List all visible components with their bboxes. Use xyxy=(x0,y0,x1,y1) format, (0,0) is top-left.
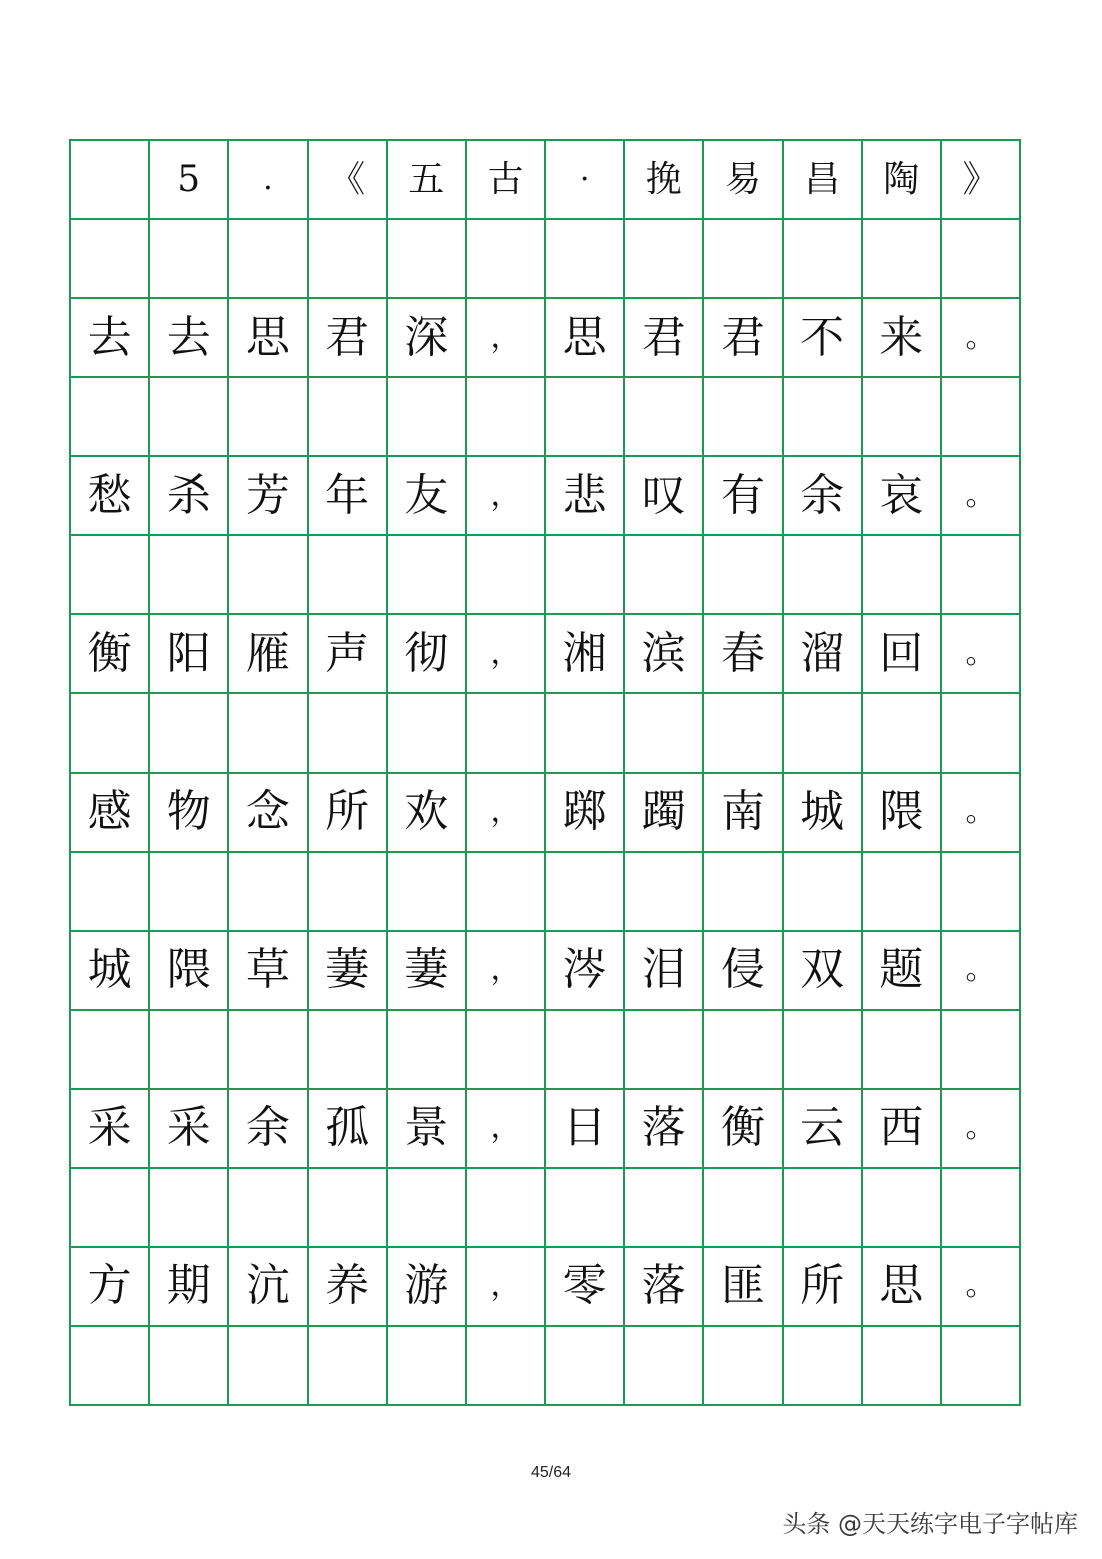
practice-row-empty xyxy=(71,1327,1021,1406)
grid-cell xyxy=(467,220,546,299)
grid-cell: 踯 xyxy=(546,774,625,853)
grid-cell: 所 xyxy=(784,1248,863,1327)
grid-cell: 衡 xyxy=(704,1090,783,1169)
grid-cell: 回 xyxy=(863,615,942,694)
grid-cell xyxy=(229,1169,308,1248)
grid-cell xyxy=(309,694,388,773)
grid-cell: 滨 xyxy=(625,615,704,694)
grid-cell: 躅 xyxy=(625,774,704,853)
grid-cell xyxy=(863,536,942,615)
grid-cell xyxy=(71,220,150,299)
grid-cell xyxy=(150,378,229,457)
grid-cell: 期 xyxy=(150,1248,229,1327)
grid-cell: 昌 xyxy=(784,141,863,220)
grid-cell xyxy=(704,536,783,615)
grid-cell xyxy=(546,1169,625,1248)
grid-cell: 阳 xyxy=(150,615,229,694)
practice-row-empty xyxy=(71,220,1021,299)
grid-cell xyxy=(704,220,783,299)
grid-cell: 》 xyxy=(942,141,1021,220)
grid-cell: 不 xyxy=(784,299,863,378)
grid-cell: 杀 xyxy=(150,457,229,536)
grid-cell: 5 xyxy=(150,141,229,220)
grid-cell: 悲 xyxy=(546,457,625,536)
grid-cell: 零 xyxy=(546,1248,625,1327)
grid-cell xyxy=(229,853,308,932)
grid-cell xyxy=(467,536,546,615)
grid-cell: ， xyxy=(467,1090,546,1169)
grid-cell: ， xyxy=(467,774,546,853)
grid-cell: 泪 xyxy=(625,932,704,1011)
grid-cell: 思 xyxy=(863,1248,942,1327)
poem-line xyxy=(71,1248,1021,1327)
practice-row-empty xyxy=(71,694,1021,773)
grid-cell: 养 xyxy=(309,1248,388,1327)
grid-cell xyxy=(388,853,467,932)
grid-cell xyxy=(150,220,229,299)
grid-cell: 声 xyxy=(309,615,388,694)
grid-cell: 。 xyxy=(942,774,1021,853)
grid-cell: 思 xyxy=(546,299,625,378)
grid-cell: 欢 xyxy=(388,774,467,853)
grid-cell: 余 xyxy=(229,1090,308,1169)
grid-cell: 芳 xyxy=(229,457,308,536)
poem-line xyxy=(71,299,1021,378)
grid-cell xyxy=(388,536,467,615)
grid-cell: 方 xyxy=(71,1248,150,1327)
grid-cell: 孤 xyxy=(309,1090,388,1169)
grid-cell xyxy=(625,536,704,615)
grid-cell xyxy=(546,1327,625,1406)
grid-cell xyxy=(309,220,388,299)
grid-cell xyxy=(309,536,388,615)
grid-cell xyxy=(309,1169,388,1248)
grid-cell xyxy=(546,1011,625,1090)
watermark: 头条 @天天练字电子字帖库 xyxy=(782,1510,1078,1538)
grid-cell xyxy=(546,853,625,932)
grid-cell xyxy=(625,853,704,932)
grid-cell: 叹 xyxy=(625,457,704,536)
grid-cell: 隈 xyxy=(150,932,229,1011)
grid-cell xyxy=(150,853,229,932)
grid-cell: 题 xyxy=(863,932,942,1011)
grid-cell: 去 xyxy=(150,299,229,378)
grid-cell xyxy=(71,1011,150,1090)
poem-line xyxy=(71,774,1021,853)
grid-cell: 物 xyxy=(150,774,229,853)
grid-cell: 采 xyxy=(71,1090,150,1169)
grid-cell: 余 xyxy=(784,457,863,536)
poem-line xyxy=(71,457,1021,536)
grid-cell: 君 xyxy=(309,299,388,378)
grid-cell: 来 xyxy=(863,299,942,378)
grid-cell: 南 xyxy=(704,774,783,853)
grid-cell: 落 xyxy=(625,1090,704,1169)
grid-cell xyxy=(942,694,1021,773)
grid-cell xyxy=(309,1011,388,1090)
grid-cell: 草 xyxy=(229,932,308,1011)
grid-cell xyxy=(942,536,1021,615)
grid-cell: 春 xyxy=(704,615,783,694)
grid-cell: 去 xyxy=(71,299,150,378)
grid-cell xyxy=(784,1169,863,1248)
grid-cell xyxy=(309,853,388,932)
grid-cell xyxy=(467,694,546,773)
grid-cell: 。 xyxy=(942,615,1021,694)
grid-cell xyxy=(704,1169,783,1248)
grid-cell: 感 xyxy=(71,774,150,853)
grid-cell: 落 xyxy=(625,1248,704,1327)
grid-cell: 隈 xyxy=(863,774,942,853)
grid-cell xyxy=(625,694,704,773)
grid-cell xyxy=(784,694,863,773)
poem-line xyxy=(71,932,1021,1011)
grid-cell: 城 xyxy=(784,774,863,853)
grid-cell: ， xyxy=(467,457,546,536)
grid-cell: 雁 xyxy=(229,615,308,694)
grid-cell: 湘 xyxy=(546,615,625,694)
grid-cell xyxy=(704,694,783,773)
grid-cell: ， xyxy=(467,932,546,1011)
grid-cell: 深 xyxy=(388,299,467,378)
grid-cell: 易 xyxy=(704,141,783,220)
grid-cell xyxy=(704,378,783,457)
grid-cell: 日 xyxy=(546,1090,625,1169)
grid-cell: 。 xyxy=(942,299,1021,378)
grid-cell xyxy=(71,536,150,615)
poem-line xyxy=(71,1090,1021,1169)
grid-cell xyxy=(942,378,1021,457)
grid-cell: 有 xyxy=(704,457,783,536)
grid-cell xyxy=(784,853,863,932)
grid-cell: 涔 xyxy=(546,932,625,1011)
grid-cell: 彻 xyxy=(388,615,467,694)
grid-cell xyxy=(71,141,150,220)
grid-cell xyxy=(150,694,229,773)
grid-cell: 萋 xyxy=(388,932,467,1011)
grid-cell: 君 xyxy=(704,299,783,378)
grid-cell xyxy=(229,220,308,299)
grid-cell xyxy=(71,378,150,457)
grid-cell xyxy=(388,1327,467,1406)
grid-cell: 所 xyxy=(309,774,388,853)
grid-cell: 萋 xyxy=(309,932,388,1011)
grid-cell xyxy=(704,1011,783,1090)
grid-cell xyxy=(625,1011,704,1090)
grid-cell: 挽 xyxy=(625,141,704,220)
grid-cell: 年 xyxy=(309,457,388,536)
grid-cell xyxy=(784,536,863,615)
grid-cell xyxy=(704,1327,783,1406)
grid-cell xyxy=(625,1169,704,1248)
page-number: 45/64 xyxy=(530,1464,572,1481)
grid-cell: 溜 xyxy=(784,615,863,694)
grid-cell: 游 xyxy=(388,1248,467,1327)
grid-cell xyxy=(546,536,625,615)
grid-cell xyxy=(71,694,150,773)
practice-row-empty xyxy=(71,536,1021,615)
grid-cell: 思 xyxy=(229,299,308,378)
grid-cell xyxy=(467,1327,546,1406)
grid-cell xyxy=(546,694,625,773)
grid-cell: 景 xyxy=(388,1090,467,1169)
grid-cell xyxy=(388,1169,467,1248)
grid-cell: 。 xyxy=(942,932,1021,1011)
practice-row-empty xyxy=(71,1011,1021,1090)
grid-cell xyxy=(388,220,467,299)
grid-cell xyxy=(863,1327,942,1406)
grid-cell xyxy=(942,220,1021,299)
practice-row-empty xyxy=(71,378,1021,457)
grid-cell xyxy=(863,220,942,299)
grid-cell: 。 xyxy=(942,457,1021,536)
grid-cell xyxy=(784,378,863,457)
grid-cell: 城 xyxy=(71,932,150,1011)
grid-cell: 。 xyxy=(942,1090,1021,1169)
grid-cell: ， xyxy=(467,1248,546,1327)
grid-cell xyxy=(467,853,546,932)
grid-cell xyxy=(784,1327,863,1406)
poem-line xyxy=(71,615,1021,694)
grid-cell xyxy=(546,220,625,299)
grid-cell xyxy=(388,1011,467,1090)
grid-cell: 古 xyxy=(467,141,546,220)
grid-cell xyxy=(942,1327,1021,1406)
grid-cell xyxy=(625,1327,704,1406)
grid-cell: 侵 xyxy=(704,932,783,1011)
grid-cell: 云 xyxy=(784,1090,863,1169)
grid-cell: 《 xyxy=(309,141,388,220)
grid-cell xyxy=(863,378,942,457)
grid-cell: 友 xyxy=(388,457,467,536)
grid-cell xyxy=(467,1011,546,1090)
grid-cell xyxy=(309,1327,388,1406)
grid-cell xyxy=(942,1169,1021,1248)
grid-cell: 。 xyxy=(942,1248,1021,1327)
grid-cell: . xyxy=(229,141,308,220)
practice-row-empty xyxy=(71,853,1021,932)
practice-row-empty xyxy=(71,1169,1021,1248)
grid-cell: 愁 xyxy=(71,457,150,536)
grid-cell xyxy=(150,536,229,615)
grid-cell xyxy=(942,853,1021,932)
grid-cell xyxy=(229,1327,308,1406)
grid-cell: 君 xyxy=(625,299,704,378)
grid-cell xyxy=(309,378,388,457)
grid-cell xyxy=(863,1169,942,1248)
grid-cell xyxy=(704,853,783,932)
grid-cell xyxy=(863,1011,942,1090)
grid-cell xyxy=(229,694,308,773)
grid-cell xyxy=(942,1011,1021,1090)
grid-cell: · xyxy=(546,141,625,220)
grid-cell: ， xyxy=(467,615,546,694)
grid-cell xyxy=(71,1327,150,1406)
grid-cell xyxy=(150,1169,229,1248)
grid-cell: 念 xyxy=(229,774,308,853)
grid-cell: 匪 xyxy=(704,1248,783,1327)
grid-cell xyxy=(784,220,863,299)
calligraphy-grid xyxy=(69,139,1021,1406)
grid-cell: 哀 xyxy=(863,457,942,536)
grid-cell xyxy=(229,1011,308,1090)
grid-cell xyxy=(150,1011,229,1090)
grid-cell xyxy=(71,853,150,932)
grid-cell: ， xyxy=(467,299,546,378)
grid-cell xyxy=(625,220,704,299)
grid-cell: 双 xyxy=(784,932,863,1011)
title-row xyxy=(71,141,1021,220)
grid-cell xyxy=(863,853,942,932)
grid-cell xyxy=(229,378,308,457)
grid-cell xyxy=(784,1011,863,1090)
grid-cell xyxy=(863,694,942,773)
grid-cell: 沆 xyxy=(229,1248,308,1327)
grid-cell xyxy=(467,1169,546,1248)
grid-cell xyxy=(388,694,467,773)
grid-cell xyxy=(150,1327,229,1406)
grid-cell xyxy=(71,1169,150,1248)
grid-cell: 陶 xyxy=(863,141,942,220)
grid-cell: 西 xyxy=(863,1090,942,1169)
grid-cell: 衡 xyxy=(71,615,150,694)
grid-cell: 采 xyxy=(150,1090,229,1169)
grid-cell xyxy=(625,378,704,457)
grid-cell xyxy=(388,378,467,457)
grid-cell xyxy=(467,378,546,457)
grid-cell: 五 xyxy=(388,141,467,220)
grid-cell xyxy=(229,536,308,615)
grid-cell xyxy=(546,378,625,457)
